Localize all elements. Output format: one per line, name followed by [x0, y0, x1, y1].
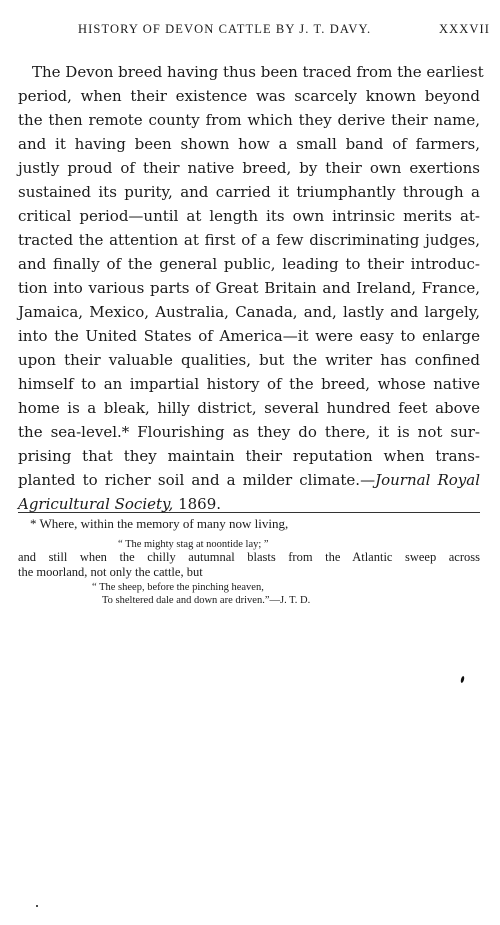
- body-line: period, when their existence was scarcely known beyond: [18, 87, 480, 105]
- footnote-verse: “ The sheep, before the pinching heaven,: [92, 582, 264, 593]
- footnote-line: * Where, within the memory of many now living,: [30, 516, 289, 531]
- page-number: XXXVII: [438, 22, 490, 36]
- citation-year: 1869.: [173, 495, 222, 513]
- body-line: sustained its purity, and carried it triumphantly through a: [18, 183, 480, 201]
- body-line: the sea-level.* Flourishing as they do there, it is not sur-: [18, 423, 480, 441]
- ink-speck: [36, 905, 38, 907]
- body-line: into the United States of America—it were easy to enlarge: [18, 327, 480, 345]
- body-line: justly proud of their native breed, by their own exertions: [18, 159, 480, 177]
- body-line: tion into various parts of Great Britain and Ireland, France,: [18, 279, 480, 297]
- body-line: tracted the attention at first of a few discriminating judges,: [18, 231, 480, 249]
- citation-society: Agricultural Society,: [18, 495, 174, 513]
- footnote-verse: To sheltered dale and down are driven.”—J. T. D.: [102, 595, 311, 606]
- running-head-title: HISTORY OF DEVON CATTLE BY J. T. DAVY.: [78, 22, 372, 36]
- ink-speck: [460, 676, 465, 684]
- body-line: upon their valuable qualities, but the writer has confined: [18, 351, 480, 369]
- running-header: [78, 22, 490, 37]
- body-line: himself to an impartial history of the breed, whose native: [18, 375, 480, 393]
- footnote-rule: [18, 512, 480, 513]
- body-line: and finally of the general public, leading to their introduc-: [18, 255, 480, 273]
- body-line: prising that they maintain their reputation when trans-: [18, 447, 480, 465]
- body-line: and it having been shown how a small band of farmers,: [18, 135, 480, 153]
- body-line-text: planted to richer soil and a milder climate.—: [18, 471, 376, 489]
- footnote-verse: “ The mighty stag at noontide lay; ”: [118, 539, 269, 550]
- body-line: critical period—until at length its own intrinsic merits at-: [18, 207, 480, 225]
- footnote-line: and still when the chilly autumnal blasts from the Atlantic sweep across: [18, 550, 480, 564]
- citation-journal: Journal Royal: [375, 471, 481, 489]
- body-line: [18, 468, 480, 492]
- body-line: the then remote county from which they derive their name,: [18, 111, 480, 129]
- body-line: The Devon breed having thus been traced from the earliest: [32, 63, 484, 81]
- footnote-line: the moorland, not only the cattle, but: [18, 565, 203, 579]
- body-line: home is a bleak, hilly district, several hundred feet above: [18, 399, 480, 417]
- body-line: Jamaica, Mexico, Australia, Canada, and, lastly and largely,: [18, 303, 480, 321]
